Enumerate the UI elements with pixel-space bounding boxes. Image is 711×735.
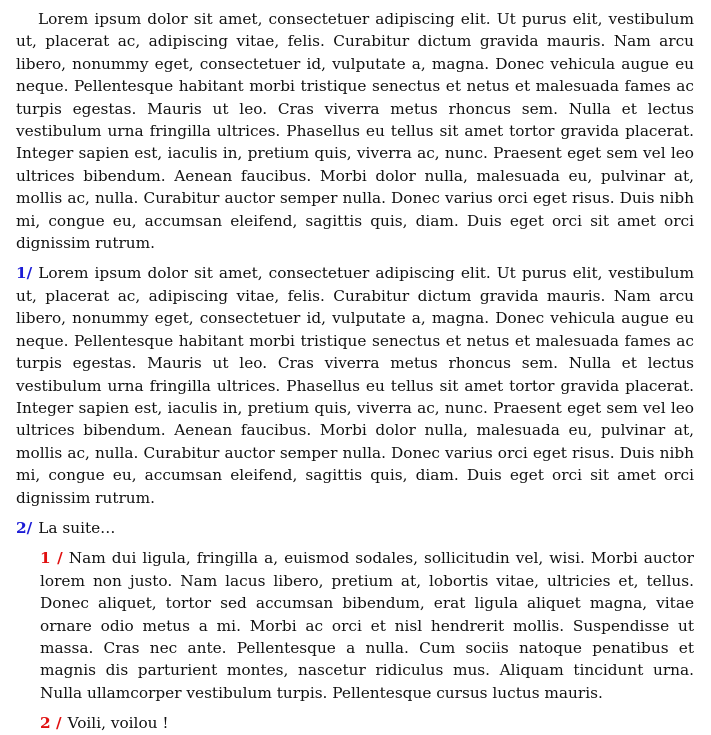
list-marker: 2 / <box>40 714 62 733</box>
list-marker: 1 / <box>40 549 63 568</box>
list-item-text: Nam dui ligula, fringilla a, euismod sodales, sollicitudin vel, wisi. Morbi auctor lorem non justo. Nam lacus libero, pretium at, lobortis vitae, ultricies et, tellus. Donec aliquet, tortor sed accumsan bibendum, erat ligula aliquet magna, vitae ornare odio metus a mi. Morbi ac orci et nisl hendrerit mollis. Suspendisse ut massa. Cras nec ante. Pellentesque a nulla. Cum sociis natoque penatibus et magnis dis parturient montes, nascetur ridiculus mus. Aliquam tincidunt urna. Nulla ullamcorper vestibulum turpis. Pellentesque cursus luctus mauris. <box>40 549 694 702</box>
list-marker: 2/ <box>16 518 33 537</box>
list-item-text: La suite… <box>38 518 116 537</box>
intro-paragraph: Lorem ipsum dolor sit amet, consectetuer adipiscing elit. Ut purus elit, vestibulum ut, placerat ac, adipiscing vitae, felis. Curabitur dictum gravida mauris. Nam arcu libero, nonummy eget, consectetuer id, vulputate a, magna. Donec vehicula augue eu neque. Pellentesque habitant morbi tristique senectus et netus et malesuada fames ac turpis egestas. Mauris ut leo. Cras viverra metus rhoncus sem. Nulla et lectus vestibulum urna fringilla ultrices. Phasellus eu tellus sit amet tortor gravida placerat. Integer sapien est, iaculis in, pretium quis, viverra ac, nunc. Praesent eget sem vel leo ultrices bibendum. Aenean faucibus. Morbi dolor nulla, malesuada eu, pulvinar at, mollis ac, nulla. Curabitur auctor semper nulla. Donec varius orci eget risus. Duis nibh mi, congue eu, accumsan eleifend, sagittis quis, diam. Duis eget orci sit amet orci dignissim rutrum. <box>16 10 694 253</box>
list-item <box>40 712 694 734</box>
list-item <box>40 547 694 704</box>
list-item-text: Voili, voilou ! <box>67 714 169 733</box>
numbered-list <box>16 262 694 734</box>
document-body <box>16 8 694 735</box>
list-item <box>16 262 694 508</box>
nested-list <box>40 547 694 734</box>
list-marker: 1/ <box>16 264 33 283</box>
list-item-text: Lorem ipsum dolor sit amet, consectetuer adipiscing elit. Ut purus elit, vestibulum ut, placerat ac, adipiscing vitae, felis. Curabitur dictum gravida mauris. Nam arcu libero, nonummy eget, consectetuer id, vulputate a, magna. Donec vehicula augue eu neque. Pellentesque habitant morbi tristique senectus et netus et malesuada fames ac turpis egestas. Mauris ut leo. Cras viverra metus rhoncus sem. Nulla et lectus vestibulum urna fringilla ultrices. Phasellus eu tellus sit amet tortor gravida placerat. Integer sapien est, iaculis in, pretium quis, viverra ac, nunc. Praesent eget sem vel leo ultrices bibendum. Aenean faucibus. Morbi dolor nulla, malesuada eu, pulvinar at, mollis ac, nulla. Curabitur auctor semper nulla. Donec varius orci eget risus. Duis nibh mi, congue eu, accumsan eleifend, sagittis quis, diam. Duis eget orci sit amet orci dignissim rutrum. <box>16 264 694 507</box>
list-item <box>16 517 694 539</box>
